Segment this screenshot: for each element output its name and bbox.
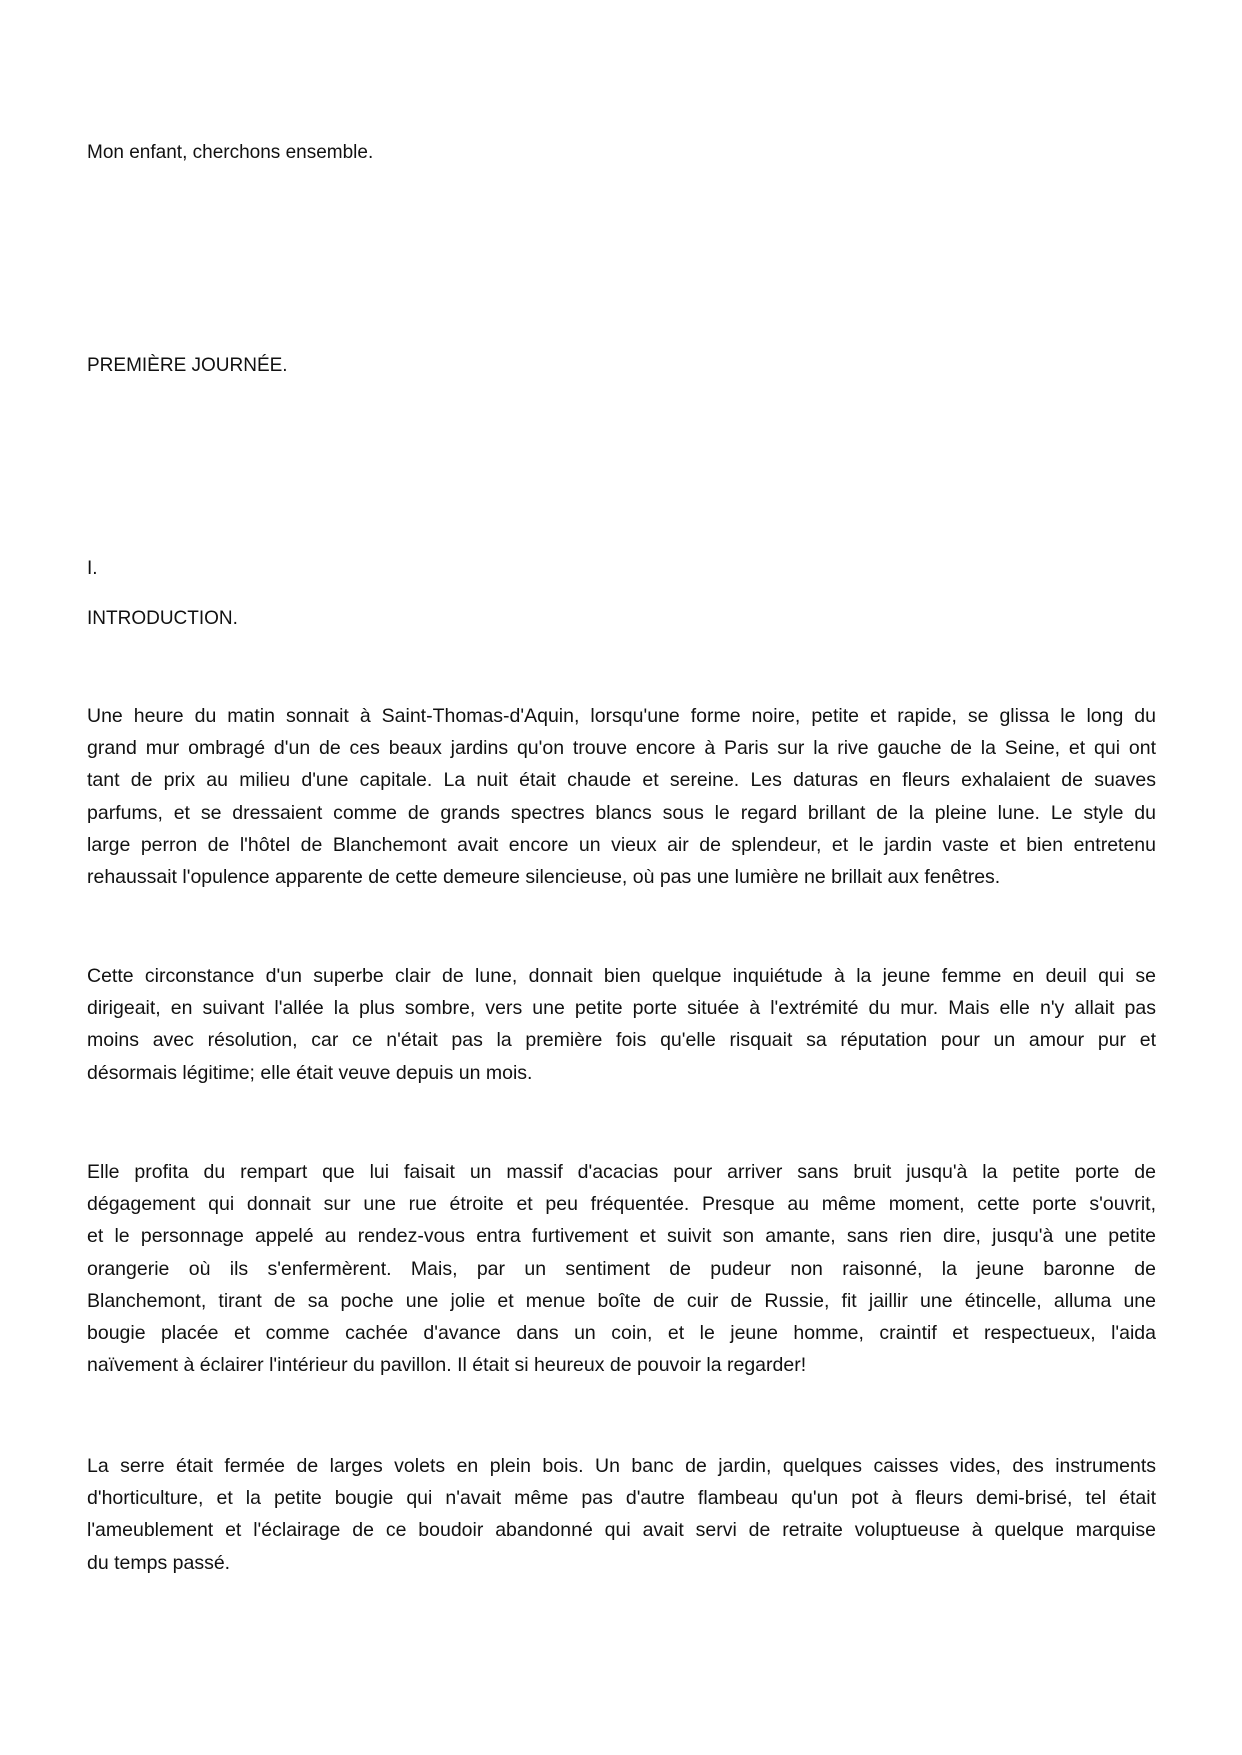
paragraph-line: dirigeait, en suivant l'allée la plus sombre, vers une petite porte située à l'extrémité du mur. Mais elle n'y allait pas bbox=[87, 997, 1156, 1020]
paragraph-line: Cette circonstance d'un superbe clair de lune, donnait bien quelque inquiétude à la jeune femme en deuil qui se bbox=[87, 965, 1156, 987]
paragraph-line: bougie placée et comme cachée d'avance dans un coin, et le jeune homme, craintif et respectueux, l'aida bbox=[87, 1322, 1156, 1345]
chapter-title: INTRODUCTION. bbox=[87, 608, 238, 629]
paragraph-2 bbox=[87, 960, 1156, 1089]
paragraph-line: l'ameublement et l'éclairage de ce boudoir abandonné qui avait servi de retraite voluptueuse à quelque marquise bbox=[87, 1519, 1156, 1542]
paragraph-line: parfums, et se dressaient comme de grands spectres blancs sous le regard brillant de la pleine lune. Le style du bbox=[87, 801, 1156, 824]
paragraph-line: du temps passé. bbox=[87, 1551, 231, 1574]
paragraph-line: Elle profita du rempart que lui faisait un massif d'acacias pour arriver sans bruit jusqu'à la petite porte de bbox=[87, 1161, 1156, 1183]
paragraph-line: d'horticulture, et la petite bougie qui n'avait même pas d'autre flambeau qu'un pot à fleurs demi-brisé, tel était bbox=[87, 1487, 1156, 1510]
paragraph-line: et le personnage appelé au rendez-vous entra furtivement et suivit son amante, sans rien dire, jusqu'à une petite bbox=[87, 1225, 1156, 1248]
paragraph-4 bbox=[87, 1450, 1156, 1579]
paragraph-line: La serre était fermée de larges volets en plein bois. Un banc de jardin, quelques caisses vides, des instruments bbox=[87, 1455, 1156, 1477]
paragraph-1 bbox=[87, 700, 1156, 893]
paragraph-line: orangerie où ils s'enfermèrent. Mais, par un sentiment de pudeur non raisonné, la jeune baronne de bbox=[87, 1257, 1156, 1280]
paragraph-line: Blanchemont, tirant de sa poche une jolie et menue boîte de cuir de Russie, fit jaillir une étincelle, alluma une bbox=[87, 1289, 1156, 1312]
chapter-number: I. bbox=[87, 558, 98, 579]
paragraph-line: naïvement à éclairer l'intérieur du pavillon. Il était si heureux de pouvoir la regarder! bbox=[87, 1354, 807, 1377]
paragraph-line: désormais légitime; elle était veuve depuis un mois. bbox=[87, 1061, 533, 1084]
paragraph-line: rehaussait l'opulence apparente de cette demeure silencieuse, où pas une lumière ne brillait aux fenêtres. bbox=[87, 866, 1001, 889]
paragraph-line: grand mur ombragé d'un de ces beaux jardins qu'on trouve encore à Paris sur la rive gauche de la Seine, et qui ont bbox=[87, 737, 1156, 760]
part-title: PREMIÈRE JOURNÉE. bbox=[87, 355, 288, 376]
paragraph-line: moins avec résolution, car ce n'était pas la première fois qu'elle risquait sa réputation pour un amour pur et bbox=[87, 1029, 1156, 1052]
paragraph-3 bbox=[87, 1156, 1156, 1381]
paragraph-line: tant de prix au milieu d'une capitale. La nuit était chaude et sereine. Les daturas en fleurs exhalaient de suaves bbox=[87, 769, 1156, 792]
paragraph-line: Une heure du matin sonnait à Saint-Thomas-d'Aquin, lorsqu'une forme noire, petite et rapide, se glissa le long du bbox=[87, 705, 1156, 727]
paragraph-line: dégagement qui donnait sur une rue étroite et peu fréquentée. Presque au même moment, cette porte s'ouvrit, bbox=[87, 1193, 1156, 1216]
paragraph-line: large perron de l'hôtel de Blanchemont avait encore un vieux air de splendeur, et le jardin vaste et bien entretenu bbox=[87, 833, 1156, 856]
dedication-line: Mon enfant, cherchons ensemble. bbox=[87, 142, 374, 163]
